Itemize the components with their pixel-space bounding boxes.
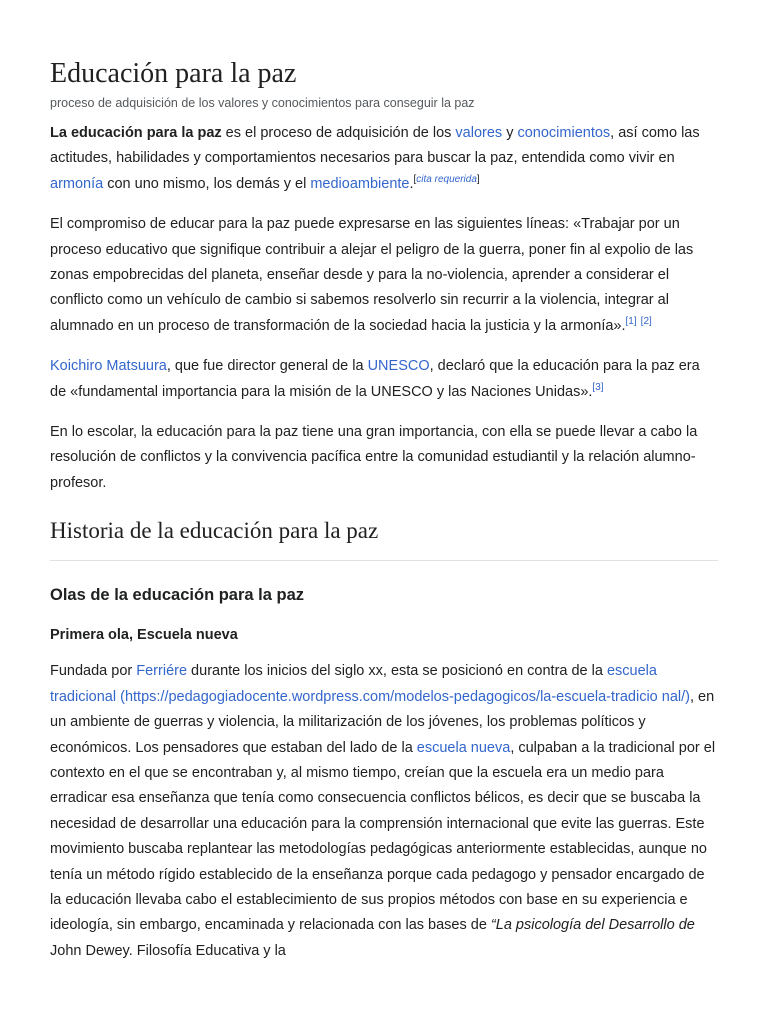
page-title: Educación para la paz [50,58,297,89]
text: Fundada por [50,663,137,680]
text: , que fue director general de la [166,358,368,375]
text: John Dewey. Filosofía Educativa y la [50,942,286,959]
subsection-heading-waves: Olas de la educación para la paz [50,586,305,605]
reference-2[interactable]: [2] [640,315,652,327]
text: El compromiso de educar para la paz puede expresarse en las siguientes líneas: «Trabajar por un proceso educativo que signifique contribuir a alejar el peligro de la guerra, poner fin al expolio de las zonas empobrecidas del planeta, enseñar desde y para la no-violencia, aprender a considerar el conflicto como un vehículo de cambio si sabemos resolverlo sin recurrir a la violencia, integrar al alumnado en un proceso de transformación de la sociedad hacia la justicia y la armonía». [50,216,694,334]
text: , culpaban a la tradicional por el contexto en el que se encontraban y, al mismo tiempo, creían que la escuela era un medio para erradicar esa enseñanza que tenía como consecuencia conflictos bélicos, es decir que se buscaba la necesidad de desarrollar una educación para la comprensión internacional que evite las guerras. Este movimiento buscaba replantear las metodologías pedagógicas anteriormente establecidas, aunque no tenía un método rígido establecido de la enseñanza porque cada pedagogo y pensador encargado de la educación llevaba cabo el establecimiento de sus propios métodos con base en su experiencia e ideología, sin embargo, encaminada y relacionada con las bases de [50,739,716,934]
link-escuela-tradicional[interactable]: escuela tradicional (https://pedagogiadocente.wordpress.com/modelos-pedagogicos/la-escuela-tradicio nal/) [50,663,690,705]
link-koichiro-matsuura[interactable]: Koichiro Matsuura [50,358,167,375]
italic-text: “La psicología del Desarrollo de [490,917,695,934]
reference-1[interactable]: [1] [625,315,637,327]
link-valores[interactable]: valores [455,125,503,141]
commitment-paragraph [50,212,718,339]
page-subtitle: proceso de adquisición de los valores y conocimientos para conseguir la paz [50,96,475,110]
text: es el proceso de adquisición de los [221,125,456,141]
citation-needed[interactable]: [cita requerida] [413,173,480,185]
text: , declaró que la educación para la paz era de «fundamental importancia para la misión de la UNESCO y las Naciones Unidas». [50,358,700,400]
link-unesco[interactable]: UNESCO [367,358,430,375]
link-conocimientos[interactable]: conocimientos [517,125,611,141]
text: y [502,125,518,141]
bold-term: La educación para la paz [50,125,222,141]
text: con uno mismo, los demás y el [103,175,311,192]
link-medioambiente[interactable]: medioambiente [310,175,410,192]
school-paragraph: En lo escolar, la educación para la paz tiene una gran importancia, con ella se puede llevar a cabo la resolución de conflictos y la convivencia pacífica entre la comunidad estudiantil y la relación alumno-profesor. [50,424,698,491]
link-ferriere[interactable]: Ferriére [136,663,188,680]
reference-3[interactable]: [3] [592,381,604,393]
text: , en un ambiente de guerras y violencia, la militarización de los jóvenes, los problemas políticos y económicos. Los pensadores que estaban del lado de la [50,688,715,756]
link-armonia[interactable]: armonía [50,175,104,192]
first-wave-paragraph [50,659,718,964]
text: , así como las actitudes, habilidades y comportamientos necesarios para buscar la paz, entendida como vivir en [50,125,700,167]
intro-paragraph [50,121,718,197]
matsuura-paragraph [50,354,718,405]
text: durante los inicios del siglo xx, esta se posicionó en contra de la [187,663,607,680]
text: . [409,175,414,192]
citation-needed-link[interactable]: cita requerida [416,173,477,185]
section-heading-history: Historia de la educación para la paz [50,516,718,561]
subsubsection-heading-first-wave: Primera ola, Escuela nueva [50,627,238,644]
link-escuela-nueva[interactable]: escuela nueva [416,739,511,756]
